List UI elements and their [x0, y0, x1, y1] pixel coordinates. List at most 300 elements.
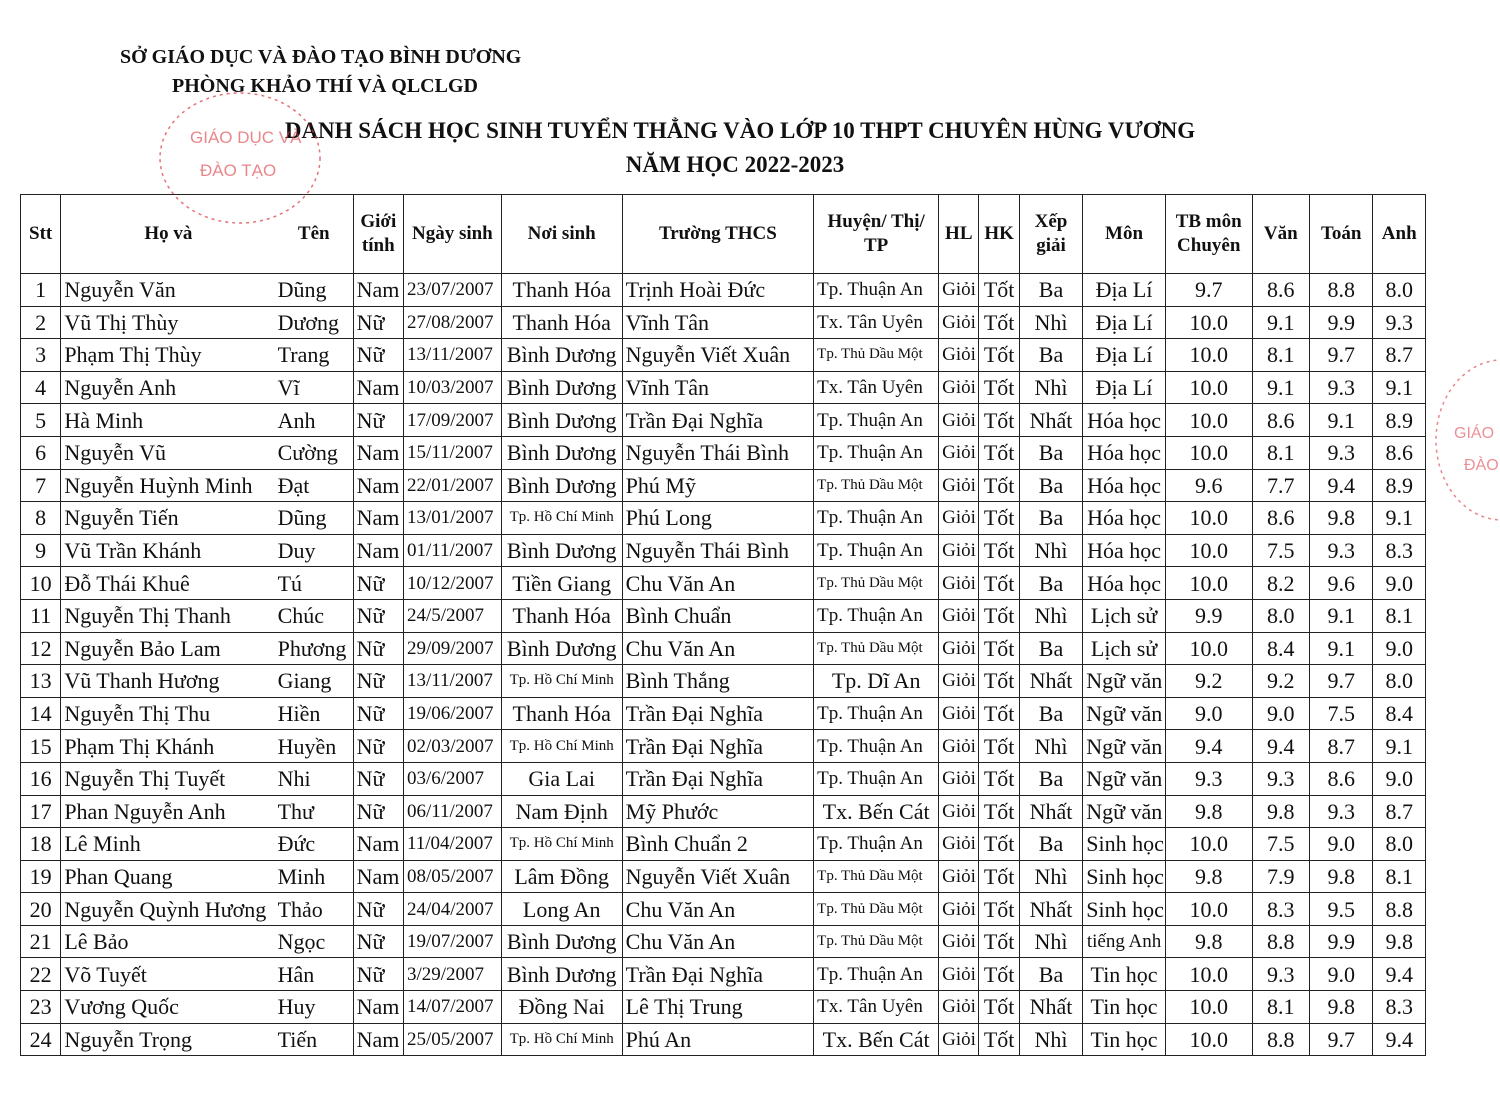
col-hoten	[61, 195, 353, 274]
cell-noisinh: Tp. Hồ Chí Minh	[501, 665, 622, 698]
cell-hl: Giỏi	[939, 632, 979, 665]
cell-hoten	[61, 665, 353, 698]
cell-gioitinh: Nam	[353, 436, 403, 469]
table-row	[21, 958, 1426, 991]
cell-huyen: Tx. Bến Cát	[814, 1023, 939, 1056]
cell-huyen: Tp. Thuận An	[814, 730, 939, 763]
cell-truong: Nguyễn Viết Xuân	[622, 339, 813, 372]
cell-hl: Giỏi	[939, 697, 979, 730]
cell-anh: 8.9	[1373, 469, 1426, 502]
cell-huyen: Tp. Thủ Dầu Một	[814, 860, 939, 893]
cell-tb: 9.8	[1165, 860, 1252, 893]
svg-text:GIÁO DỤC VÀ: GIÁO DỤC VÀ	[190, 128, 302, 147]
cell-hk: Tốt	[979, 599, 1019, 632]
cell-noisinh: Thanh Hóa	[501, 306, 622, 339]
cell-xepgiai: Ba	[1019, 339, 1082, 372]
cell-hoten	[61, 436, 353, 469]
cell-stt: 7	[21, 469, 61, 502]
cell-xepgiai: Ba	[1019, 828, 1082, 861]
table-row	[21, 567, 1426, 600]
cell-mon: Tin học	[1083, 991, 1166, 1024]
cell-ngaysinh: 06/11/2007	[403, 795, 501, 828]
cell-hk: Tốt	[979, 762, 1019, 795]
cell-noisinh: Lâm Đồng	[501, 860, 622, 893]
cell-noisinh: Tp. Hồ Chí Minh	[501, 1023, 622, 1056]
cell-hk: Tốt	[979, 632, 1019, 665]
cell-toan: 9.3	[1309, 795, 1372, 828]
cell-hk: Tốt	[979, 502, 1019, 535]
cell-ngaysinh: 3/29/2007	[403, 958, 501, 991]
cell-anh: 9.0	[1373, 632, 1426, 665]
cell-gioitinh: Nữ	[353, 404, 403, 437]
table-row	[21, 436, 1426, 469]
cell-xepgiai: Nhì	[1019, 534, 1082, 567]
cell-anh: 8.0	[1373, 274, 1426, 307]
cell-truong: Bình Chuẩn 2	[622, 828, 813, 861]
cell-mon: Tin học	[1083, 958, 1166, 991]
cell-truong: Chu Văn An	[622, 925, 813, 958]
cell-truong: Nguyễn Viết Xuân	[622, 860, 813, 893]
cell-gioitinh: Nữ	[353, 599, 403, 632]
cell-ho: Nguyễn Thị Thanh	[64, 603, 231, 629]
cell-ho: Phạm Thị Khánh	[64, 733, 215, 759]
cell-hoten	[61, 795, 353, 828]
student-list-table	[20, 194, 1426, 1056]
cell-hoten	[61, 1023, 353, 1056]
cell-noisinh: Thanh Hóa	[501, 599, 622, 632]
cell-ngaysinh: 19/07/2007	[403, 925, 501, 958]
cell-gioitinh: Nữ	[353, 958, 403, 991]
cell-van: 7.7	[1252, 469, 1309, 502]
cell-anh: 9.0	[1373, 762, 1426, 795]
cell-van: 8.1	[1252, 436, 1309, 469]
cell-ho: Vũ Thị Thùy	[64, 309, 179, 335]
cell-noisinh: Gia Lai	[501, 762, 622, 795]
cell-stt: 19	[21, 860, 61, 893]
cell-hk: Tốt	[979, 469, 1019, 502]
table-row	[21, 762, 1426, 795]
cell-van: 9.3	[1252, 762, 1309, 795]
cell-ngaysinh: 29/09/2007	[403, 632, 501, 665]
cell-hk: Tốt	[979, 306, 1019, 339]
cell-hl: Giỏi	[939, 274, 979, 307]
cell-hk: Tốt	[979, 404, 1019, 437]
cell-anh: 8.0	[1373, 665, 1426, 698]
cell-gioitinh: Nữ	[353, 306, 403, 339]
cell-mon: Lịch sử	[1083, 599, 1166, 632]
cell-huyen: Tp. Thủ Dầu Một	[814, 632, 939, 665]
cell-xepgiai: Ba	[1019, 436, 1082, 469]
edge-stamp-icon	[1432, 350, 1500, 530]
cell-noisinh: Tp. Hồ Chí Minh	[501, 828, 622, 861]
cell-toan: 9.4	[1309, 469, 1372, 502]
cell-xepgiai: Ba	[1019, 697, 1082, 730]
cell-huyen: Tp. Dĩ An	[814, 665, 939, 698]
cell-anh: 8.9	[1373, 404, 1426, 437]
cell-hoten	[61, 860, 353, 893]
cell-anh: 8.0	[1373, 828, 1426, 861]
cell-gioitinh: Nữ	[353, 893, 403, 926]
table-row	[21, 697, 1426, 730]
cell-ngaysinh: 02/03/2007	[403, 730, 501, 763]
cell-truong: Bình Chuẩn	[622, 599, 813, 632]
cell-anh: 8.1	[1373, 860, 1426, 893]
cell-tb: 9.4	[1165, 730, 1252, 763]
cell-hl: Giỏi	[939, 665, 979, 698]
cell-mon: Địa Lí	[1083, 339, 1166, 372]
cell-hk: Tốt	[979, 697, 1019, 730]
cell-gioitinh: Nữ	[353, 762, 403, 795]
cell-xepgiai: Nhất	[1019, 404, 1082, 437]
cell-van: 8.2	[1252, 567, 1309, 600]
cell-xepgiai: Nhì	[1019, 599, 1082, 632]
cell-huyen: Tp. Thủ Dầu Một	[814, 893, 939, 926]
cell-van: 7.9	[1252, 860, 1309, 893]
cell-van: 9.3	[1252, 958, 1309, 991]
cell-xepgiai: Ba	[1019, 632, 1082, 665]
cell-ho: Nguyễn Huỳnh Minh	[64, 472, 253, 498]
cell-noisinh: Tp. Hồ Chí Minh	[501, 502, 622, 535]
cell-mon: tiếng Anh	[1083, 925, 1166, 958]
cell-huyen: Tp. Thủ Dầu Một	[814, 339, 939, 372]
cell-hl: Giỏi	[939, 730, 979, 763]
cell-tb: 10.0	[1165, 893, 1252, 926]
cell-ten: Trang	[277, 342, 330, 368]
col-toan: Toán	[1309, 195, 1372, 274]
cell-ngaysinh: 25/05/2007	[403, 1023, 501, 1056]
cell-xepgiai: Ba	[1019, 958, 1082, 991]
cell-stt: 5	[21, 404, 61, 437]
cell-ten: Đức	[277, 831, 316, 857]
cell-mon: Sinh học	[1083, 893, 1166, 926]
cell-truong: Lê Thị Trung	[622, 991, 813, 1024]
col-hk: HK	[979, 195, 1019, 274]
cell-gioitinh: Nam	[353, 274, 403, 307]
cell-noisinh: Bình Dương	[501, 534, 622, 567]
cell-hoten	[61, 534, 353, 567]
cell-toan: 9.9	[1309, 306, 1372, 339]
cell-hl: Giỏi	[939, 404, 979, 437]
cell-truong: Trần Đại Nghĩa	[622, 697, 813, 730]
cell-hoten	[61, 404, 353, 437]
cell-ngaysinh: 03/6/2007	[403, 762, 501, 795]
cell-noisinh: Bình Dương	[501, 632, 622, 665]
cell-noisinh: Tp. Hồ Chí Minh	[501, 730, 622, 763]
cell-anh: 9.1	[1373, 502, 1426, 535]
cell-xepgiai: Nhất	[1019, 991, 1082, 1024]
cell-ngaysinh: 22/01/2007	[403, 469, 501, 502]
col-tb: TB môn Chuyên	[1165, 195, 1252, 274]
cell-ten: Phương	[277, 635, 347, 661]
cell-huyen: Tp. Thuận An	[814, 534, 939, 567]
cell-hk: Tốt	[979, 828, 1019, 861]
cell-xepgiai: Ba	[1019, 274, 1082, 307]
cell-ho: Nguyễn Vũ	[64, 440, 166, 466]
cell-toan: 9.9	[1309, 925, 1372, 958]
cell-truong: Trần Đại Nghĩa	[622, 730, 813, 763]
cell-ten: Thảo	[277, 896, 323, 922]
cell-gioitinh: Nữ	[353, 632, 403, 665]
col-mon: Môn	[1083, 195, 1166, 274]
cell-hl: Giỏi	[939, 339, 979, 372]
cell-ten: Thư	[277, 798, 314, 824]
cell-toan: 9.1	[1309, 632, 1372, 665]
cell-noisinh: Bình Dương	[501, 925, 622, 958]
cell-tb: 10.0	[1165, 828, 1252, 861]
cell-noisinh: Bình Dương	[501, 339, 622, 372]
cell-mon: Địa Lí	[1083, 371, 1166, 404]
table-row	[21, 339, 1426, 372]
cell-noisinh: Bình Dương	[501, 958, 622, 991]
cell-anh: 8.7	[1373, 795, 1426, 828]
cell-hl: Giỏi	[939, 795, 979, 828]
cell-anh: 8.1	[1373, 599, 1426, 632]
cell-ten: Hiền	[277, 701, 321, 727]
cell-huyen: Tp. Thuận An	[814, 274, 939, 307]
cell-toan: 9.3	[1309, 436, 1372, 469]
cell-hoten	[61, 958, 353, 991]
cell-ho: Phạm Thị Thùy	[64, 342, 202, 368]
cell-ngaysinh: 01/11/2007	[403, 534, 501, 567]
cell-noisinh: Bình Dương	[501, 404, 622, 437]
cell-xepgiai: Nhì	[1019, 860, 1082, 893]
cell-mon: Ngữ văn	[1083, 697, 1166, 730]
cell-stt: 15	[21, 730, 61, 763]
cell-noisinh: Nam Định	[501, 795, 622, 828]
cell-anh: 8.7	[1373, 339, 1426, 372]
cell-van: 8.0	[1252, 599, 1309, 632]
cell-stt: 18	[21, 828, 61, 861]
cell-mon: Ngữ văn	[1083, 762, 1166, 795]
cell-xepgiai: Nhất	[1019, 893, 1082, 926]
cell-tb: 9.2	[1165, 665, 1252, 698]
table-header-row	[21, 195, 1426, 274]
cell-gioitinh: Nữ	[353, 665, 403, 698]
cell-truong: Phú Mỹ	[622, 469, 813, 502]
table-row	[21, 828, 1426, 861]
cell-ten: Dũng	[277, 505, 327, 531]
cell-ngaysinh: 13/11/2007	[403, 339, 501, 372]
cell-tb: 9.8	[1165, 795, 1252, 828]
cell-truong: Chu Văn An	[622, 893, 813, 926]
cell-hoten	[61, 730, 353, 763]
svg-text:ĐÀO: ĐÀO	[1464, 457, 1499, 474]
cell-ten: Ngọc	[277, 929, 326, 955]
cell-anh: 8.3	[1373, 534, 1426, 567]
table-row	[21, 306, 1426, 339]
cell-ten: Minh	[277, 863, 326, 889]
table-row	[21, 860, 1426, 893]
cell-van: 7.5	[1252, 534, 1309, 567]
table-row	[21, 795, 1426, 828]
cell-hk: Tốt	[979, 991, 1019, 1024]
cell-hk: Tốt	[979, 436, 1019, 469]
cell-xepgiai: Ba	[1019, 469, 1082, 502]
cell-mon: Sinh học	[1083, 860, 1166, 893]
cell-noisinh: Thanh Hóa	[501, 697, 622, 730]
cell-stt: 9	[21, 534, 61, 567]
org-name-line1: SỞ GIÁO DỤC VÀ ĐÀO TẠO BÌNH DƯƠNG	[120, 46, 522, 68]
cell-tb: 10.0	[1165, 534, 1252, 567]
cell-ho: Đỗ Thái Khuê	[64, 570, 190, 596]
cell-tb: 10.0	[1165, 404, 1252, 437]
cell-mon: Sinh học	[1083, 828, 1166, 861]
cell-van: 9.1	[1252, 306, 1309, 339]
cell-noisinh: Đồng Nai	[501, 991, 622, 1024]
cell-tb: 9.0	[1165, 697, 1252, 730]
cell-gioitinh: Nam	[353, 469, 403, 502]
cell-anh: 8.3	[1373, 991, 1426, 1024]
cell-huyen: Tp. Thuận An	[814, 436, 939, 469]
cell-noisinh: Long An	[501, 893, 622, 926]
cell-ngaysinh: 14/07/2007	[403, 991, 501, 1024]
cell-mon: Địa Lí	[1083, 274, 1166, 307]
cell-huyen: Tp. Thuận An	[814, 404, 939, 437]
org-name-line2: PHÒNG KHẢO THÍ VÀ QLCLGD	[172, 75, 478, 97]
cell-hl: Giỏi	[939, 1023, 979, 1056]
cell-truong: Mỹ Phước	[622, 795, 813, 828]
cell-van: 8.8	[1252, 1023, 1309, 1056]
cell-ho: Phan Nguyễn Anh	[64, 798, 226, 824]
cell-stt: 24	[21, 1023, 61, 1056]
cell-ten: Tiến	[277, 1026, 318, 1052]
cell-huyen: Tp. Thuận An	[814, 762, 939, 795]
cell-anh: 8.6	[1373, 436, 1426, 469]
cell-van: 9.0	[1252, 697, 1309, 730]
cell-gioitinh: Nam	[353, 502, 403, 535]
cell-ngaysinh: 24/5/2007	[403, 599, 501, 632]
cell-mon: Hóa học	[1083, 567, 1166, 600]
cell-huyen: Tp. Thuận An	[814, 697, 939, 730]
cell-anh: 9.8	[1373, 925, 1426, 958]
table-row	[21, 665, 1426, 698]
cell-tb: 10.0	[1165, 306, 1252, 339]
cell-gioitinh: Nữ	[353, 795, 403, 828]
cell-gioitinh: Nam	[353, 828, 403, 861]
svg-text:ĐÀO TẠO: ĐÀO TẠO	[200, 161, 277, 180]
cell-mon: Địa Lí	[1083, 306, 1166, 339]
cell-hoten	[61, 893, 353, 926]
cell-toan: 9.0	[1309, 958, 1372, 991]
cell-tb: 9.7	[1165, 274, 1252, 307]
table-row	[21, 534, 1426, 567]
cell-ngaysinh: 10/12/2007	[403, 567, 501, 600]
cell-hk: Tốt	[979, 730, 1019, 763]
cell-stt: 23	[21, 991, 61, 1024]
cell-ten: Cường	[277, 440, 338, 466]
cell-stt: 6	[21, 436, 61, 469]
cell-van: 8.6	[1252, 502, 1309, 535]
cell-hl: Giỏi	[939, 534, 979, 567]
cell-huyen: Tp. Thủ Dầu Một	[814, 925, 939, 958]
table-row	[21, 404, 1426, 437]
cell-anh: 9.4	[1373, 1023, 1426, 1056]
cell-truong: Phú Long	[622, 502, 813, 535]
cell-ho: Vũ Thanh Hương	[64, 668, 220, 694]
cell-stt: 3	[21, 339, 61, 372]
cell-van: 9.4	[1252, 730, 1309, 763]
cell-toan: 9.0	[1309, 828, 1372, 861]
cell-hoten	[61, 567, 353, 600]
cell-van: 8.8	[1252, 925, 1309, 958]
cell-stt: 14	[21, 697, 61, 730]
cell-toan: 9.5	[1309, 893, 1372, 926]
table-row	[21, 893, 1426, 926]
cell-ho: Nguyễn Anh	[64, 375, 177, 401]
cell-mon: Tin học	[1083, 1023, 1166, 1056]
table-row	[21, 925, 1426, 958]
cell-mon: Hóa học	[1083, 469, 1166, 502]
cell-gioitinh: Nam	[353, 371, 403, 404]
col-stt: Stt	[21, 195, 61, 274]
cell-huyen: Tp. Thủ Dầu Một	[814, 469, 939, 502]
cell-stt: 10	[21, 567, 61, 600]
cell-xepgiai: Nhất	[1019, 665, 1082, 698]
table-row	[21, 730, 1426, 763]
cell-gioitinh: Nữ	[353, 567, 403, 600]
cell-xepgiai: Nhất	[1019, 795, 1082, 828]
cell-toan: 9.7	[1309, 339, 1372, 372]
table-row	[21, 632, 1426, 665]
cell-toan: 9.7	[1309, 665, 1372, 698]
cell-hl: Giỏi	[939, 469, 979, 502]
cell-xepgiai: Ba	[1019, 567, 1082, 600]
cell-hk: Tốt	[979, 795, 1019, 828]
col-ngaysinh: Ngày sinh	[403, 195, 501, 274]
cell-hl: Giỏi	[939, 599, 979, 632]
cell-noisinh: Bình Dương	[501, 436, 622, 469]
cell-hl: Giỏi	[939, 893, 979, 926]
cell-hl: Giỏi	[939, 828, 979, 861]
cell-hoten	[61, 697, 353, 730]
cell-ten: Đạt	[277, 472, 310, 498]
cell-tb: 10.0	[1165, 958, 1252, 991]
col-hl: HL	[939, 195, 979, 274]
cell-hl: Giỏi	[939, 958, 979, 991]
cell-gioitinh: Nam	[353, 1023, 403, 1056]
cell-tb: 9.8	[1165, 925, 1252, 958]
col-anh: Anh	[1373, 195, 1426, 274]
cell-ngaysinh: 23/07/2007	[403, 274, 501, 307]
cell-van: 9.1	[1252, 371, 1309, 404]
cell-ho: Võ Tuyết	[64, 961, 147, 987]
cell-tb: 10.0	[1165, 632, 1252, 665]
cell-truong: Vĩnh Tân	[622, 371, 813, 404]
cell-anh: 9.1	[1373, 730, 1426, 763]
cell-truong: Phú An	[622, 1023, 813, 1056]
cell-van: 9.2	[1252, 665, 1309, 698]
cell-toan: 8.8	[1309, 274, 1372, 307]
cell-stt: 2	[21, 306, 61, 339]
cell-ten: Duy	[277, 538, 316, 564]
cell-van: 8.6	[1252, 274, 1309, 307]
cell-mon: Hóa học	[1083, 534, 1166, 567]
cell-stt: 16	[21, 762, 61, 795]
cell-ten: Vĩ	[277, 375, 300, 401]
cell-stt: 13	[21, 665, 61, 698]
cell-hoten	[61, 762, 353, 795]
cell-truong: Trần Đại Nghĩa	[622, 404, 813, 437]
cell-ngaysinh: 27/08/2007	[403, 306, 501, 339]
cell-ten: Anh	[277, 407, 316, 433]
cell-xepgiai: Nhì	[1019, 306, 1082, 339]
cell-ngaysinh: 10/03/2007	[403, 371, 501, 404]
cell-hl: Giỏi	[939, 306, 979, 339]
cell-mon: Ngữ văn	[1083, 730, 1166, 763]
cell-tb: 10.0	[1165, 339, 1252, 372]
cell-ho: Lê Bảo	[64, 929, 129, 955]
cell-hoten	[61, 828, 353, 861]
